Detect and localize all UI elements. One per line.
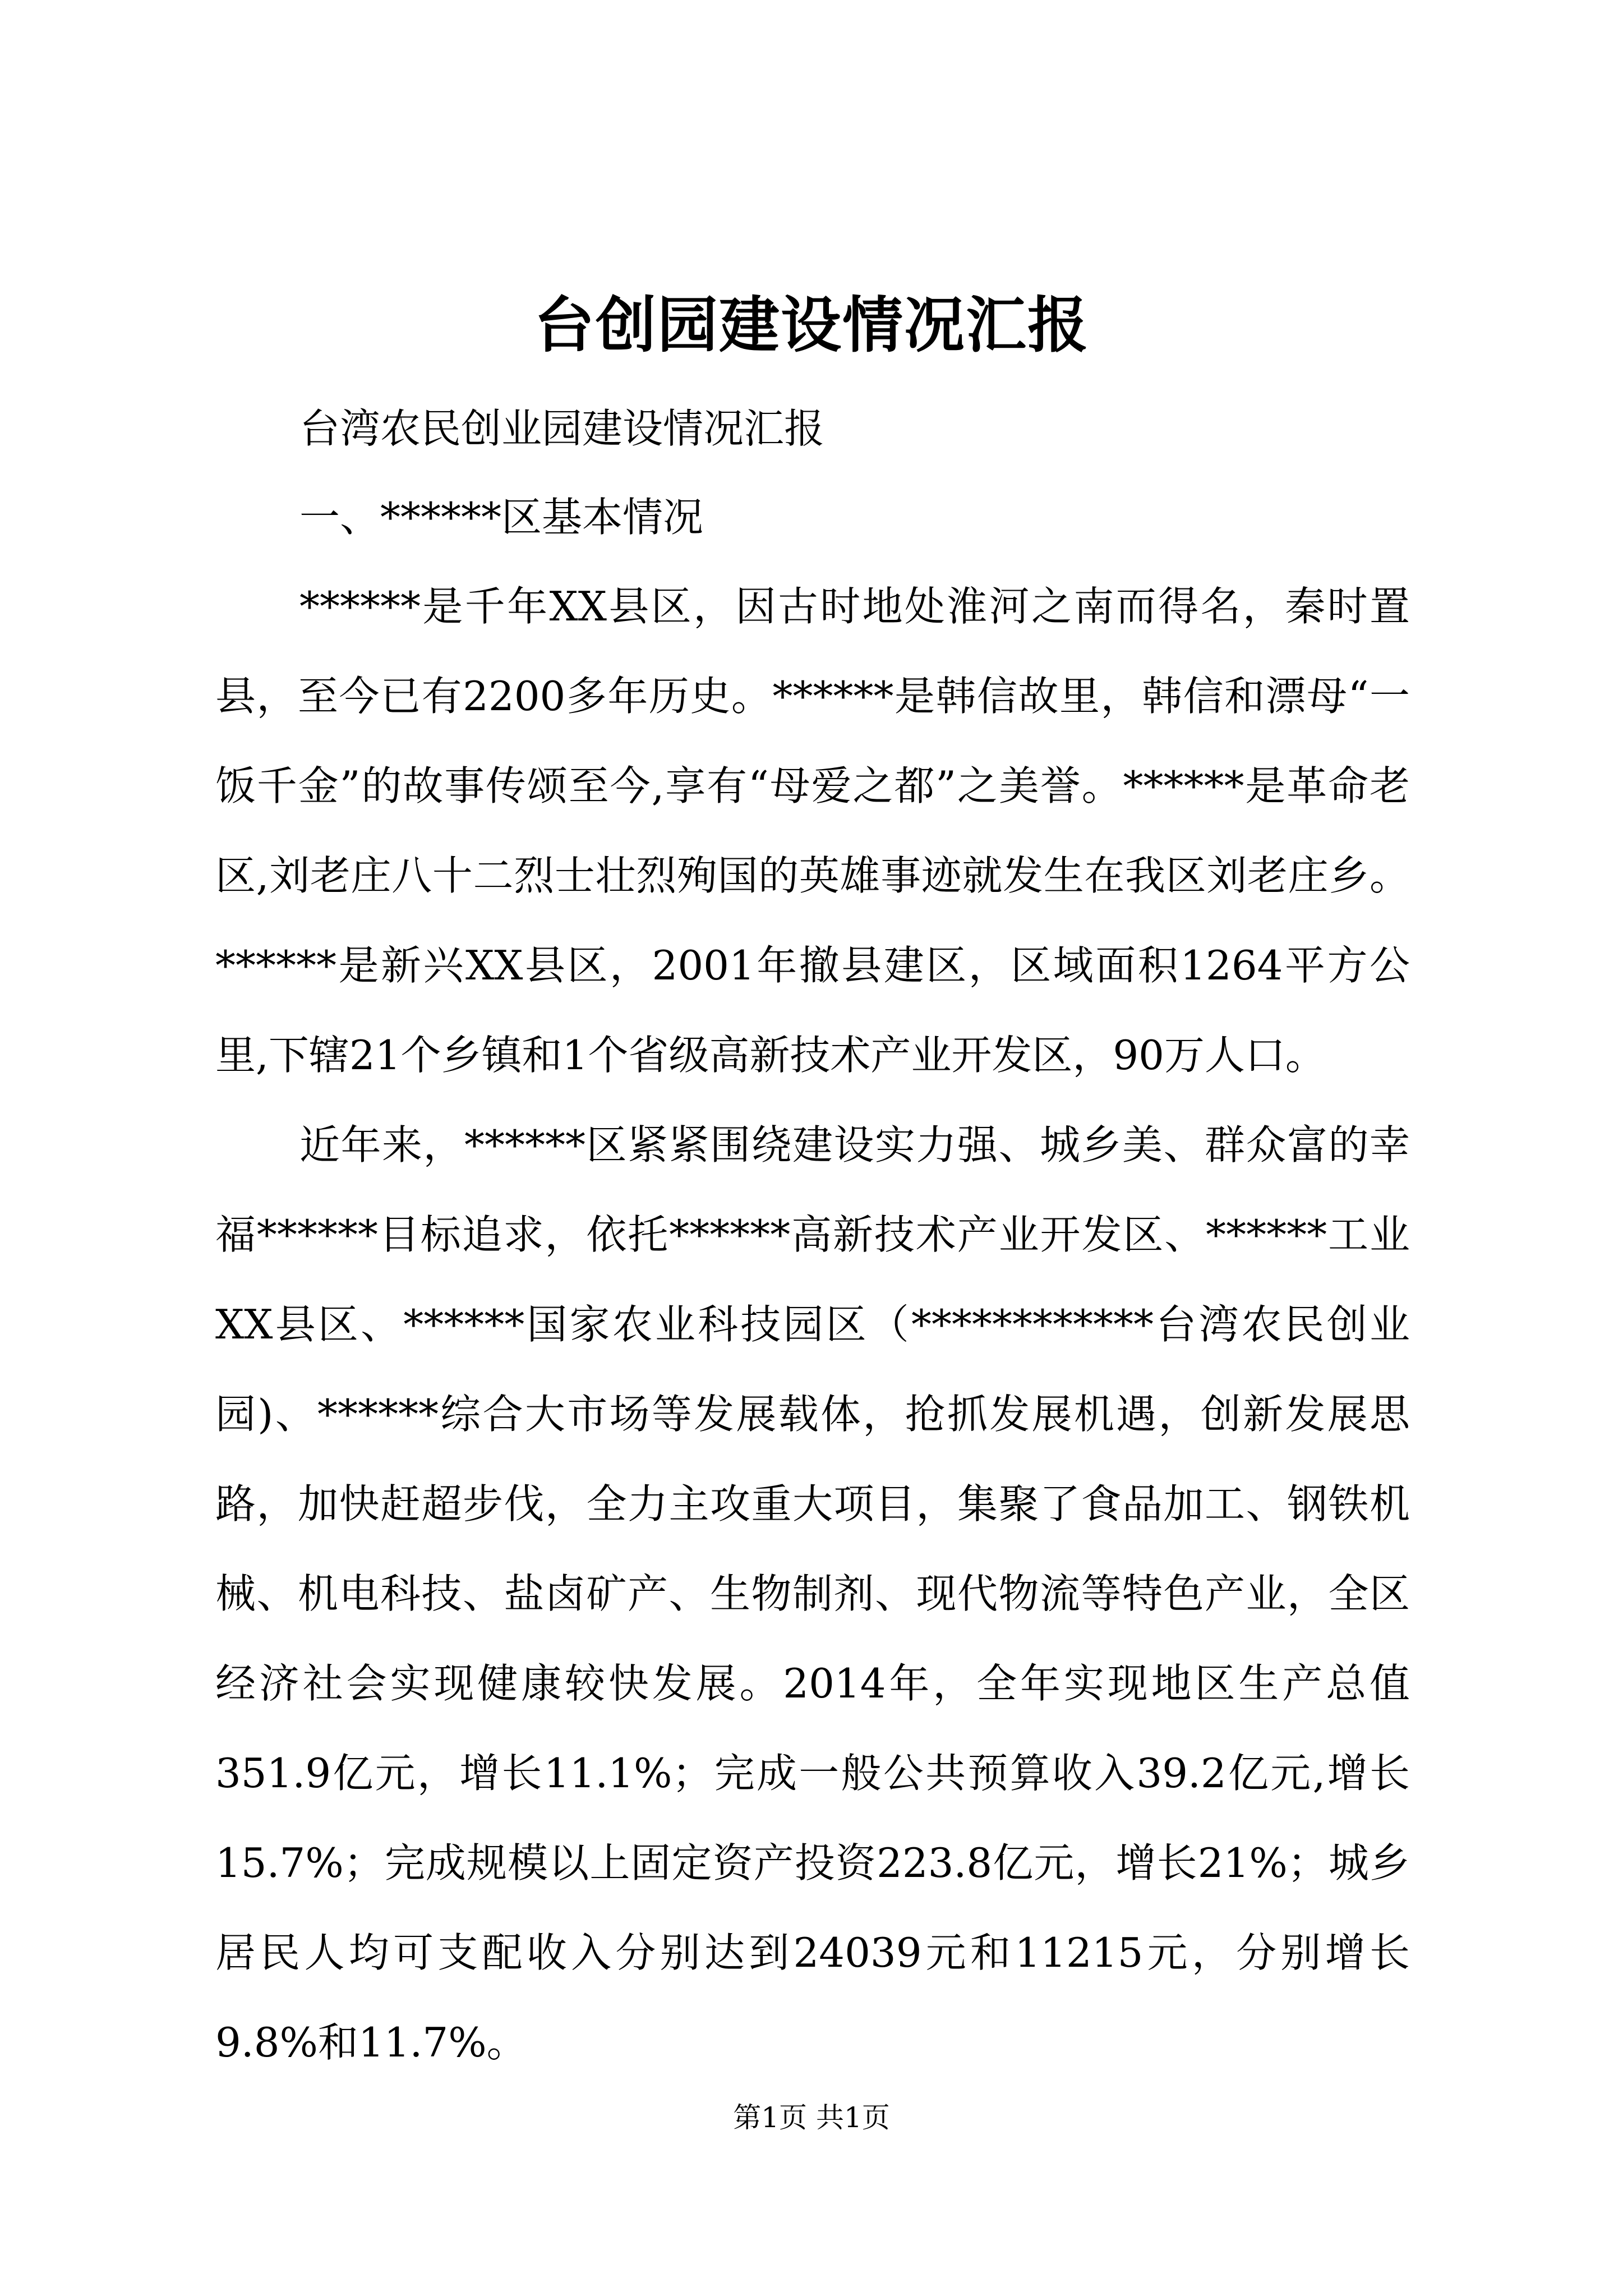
paragraph-development: 近年来，******区紧紧围绕建设实力强、城乡美、群众富的幸福******目标追求，依托******高新技术产业开发区、******工业XX县区、******国家农业科技园区（************台湾农民创业园)、******综合大市场等发展载体，抢抓发展机遇，创新发展思路，加快赶超步伐，全力主攻重大项目，集聚了食品加工、钢铁机械、机电科技、盐卤矿产、生物制剂、现代物流等特色产业，全区经济社会实现健康较快发展。2014年，全年实现地区生产总值351.9亿元，增长11.1%；完成一般公共预算收入39.2亿元,增长15.7%；完成规模以上固定资产投资223.8亿元，增长21%；城乡居民人均可支配收入分别达到24039元和11215元，分别增长9.8%和11.7%。: [215, 1121, 1410, 2066]
document-title: 台创园建设情况汇报: [533, 290, 1089, 361]
section-heading: 一、******区基本情况: [299, 494, 704, 541]
paragraph-basic-info: ******是千年XX县区，因古时地处淮河之南而得名，秦时置县，至今已有2200多年历史。******是韩信故里，韩信和漂母“一饭千金”的故事传颂至今,享有“母爱之都”之美誉。******是革命老区,刘老庄八十二烈士壮烈殉国的英雄事迹就发生在我区刘老庄乡。******是新兴XX县区，2001年撤县建区，区域面积1264平方公里,下辖21个乡镇和1个省级高新技术产业开发区，90万人口。: [215, 583, 1410, 1079]
document-body: [215, 384, 1410, 2087]
page-footer: 第1页 共1页: [733, 2101, 890, 2134]
document-subtitle: 台湾农民创业园建设情况汇报: [299, 405, 825, 452]
